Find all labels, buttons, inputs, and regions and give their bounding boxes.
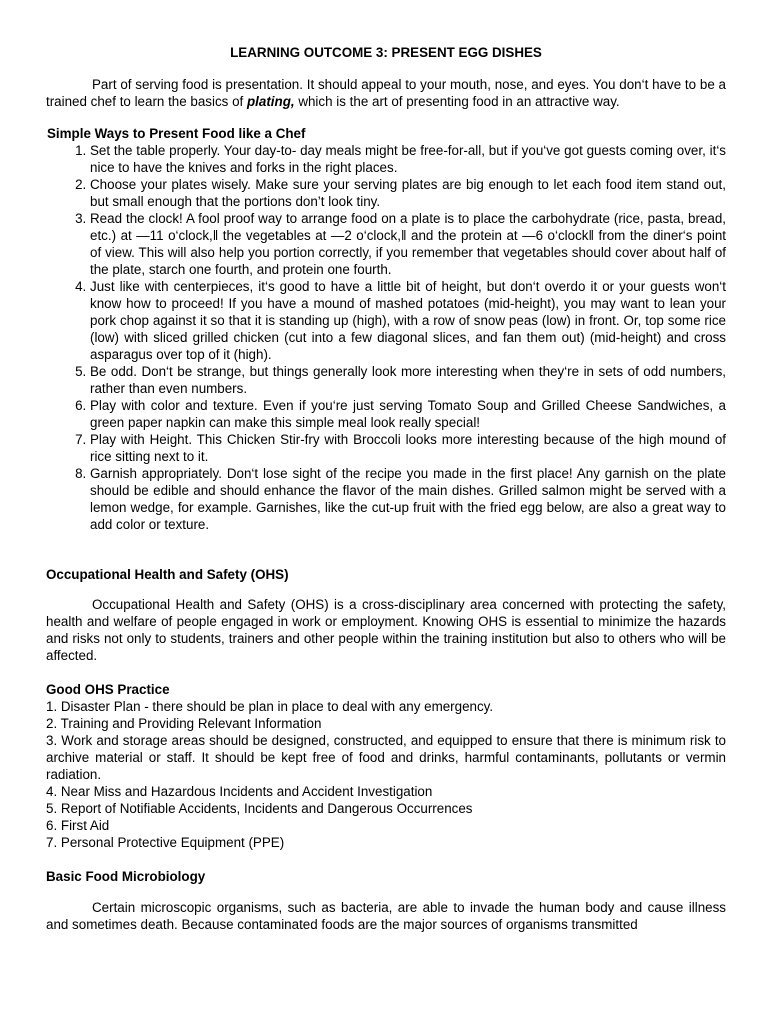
- ohs-heading: Occupational Health and Safety (OHS): [46, 567, 289, 582]
- intro-text-after: which is the art of presenting food in an attractive way.: [294, 94, 620, 109]
- ohs-paragraph: Occupational Health and Safety (OHS) is a cross-disciplinary area concerned with protecting the safety, health and welfare of people engaged in work or employment. Knowing OHS is essential to minimize the hazards and risks not only to students, trainers and other people within the training institution but also to others who will be affected.: [46, 597, 726, 663]
- list-item: 3. Work and storage areas should be designed, constructed, and equipped to ensure that there is minimum risk to archive material or staff. It should be kept free of food and drinks, harmful contaminants, pollutants or vermin radiation.: [46, 733, 726, 782]
- page-title: LEARNING OUTCOME 3: PRESENT EGG DISHES: [230, 45, 542, 60]
- list-item: 6. Play with color and texture. Even if you‘re just serving Tomato Soup and Grilled Cheese Sandwiches, a green paper napkin can make this simple meal look really special!: [90, 397, 726, 431]
- good-ohs-heading: Good OHS Practice: [46, 682, 170, 697]
- list-item: 4. Near Miss and Hazardous Incidents and Accident Investigation: [46, 784, 433, 799]
- simple-ways-heading: Simple Ways to Present Food like a Chef: [47, 126, 306, 141]
- simple-ways-list: [46, 142, 726, 533]
- list-item: 8. Garnish appropriately. Don‘t lose sight of the recipe you made in the first place! Any garnish on the plate should be edible and should enhance the flavor of the main dishes. Grilled salmon might be served with a lemon wedge, for example. Garnishes, like the cut-up fruit with the fried egg below, are also a great way to add color or texture.: [90, 465, 726, 533]
- list-item: 2. Choose your plates wisely. Make sure your serving plates are big enough to let each food item stand out, but small enough that the portions don’t look tiny.: [90, 176, 726, 210]
- intro-emphasis: plating,: [246, 94, 295, 109]
- document-page: [46, 44, 726, 933]
- list-item: 5. Report of Notifiable Accidents, Incidents and Dangerous Occurrences: [46, 801, 473, 816]
- list-item: 7. Personal Protective Equipment (PPE): [46, 835, 285, 850]
- list-item: 3. Read the clock! A fool proof way to arrange food on a plate is to place the carbohydrate (rice, pasta, bread, etc.) at ―11 o‘clock,‖ the vegetables at ―2 o‘clock,‖ and the protein at ―6 o‘clock‖ from the diner‘s point of view. This will also help you portion correctly, if you remember that vegetables should cover about half of the plate, starch one fourth, and protein one fourth.: [90, 210, 726, 278]
- intro-paragraph: [46, 76, 726, 110]
- list-item: 4. Just like with centerpieces, it‘s good to have a little bit of height, but don‘t overdo it or your guests won‘t know how to proceed! If you have a mound of mashed potatoes (mid-height), you may want to lean your pork chop against it so that it is standing up (high), with a row of snow peas (low) in front. Or, top some rice (low) with sliced grilled chicken (cut into a few diagonal slices, and fan them out) (mid-height) and cross asparagus over top of it (high).: [90, 278, 726, 363]
- list-item: 6. First Aid: [46, 818, 110, 833]
- list-item: 5. Be odd. Don‘t be strange, but things generally look more interesting when they‘re in sets of odd numbers, rather than even numbers.: [90, 363, 726, 397]
- list-item: 2. Training and Providing Relevant Information: [46, 716, 322, 731]
- good-ohs-list: [46, 698, 726, 851]
- microbiology-paragraph: Certain microscopic organisms, such as bacteria, are able to invade the human body and cause illness and sometimes death. Because contaminated foods are the major sources of organisms transmitted: [46, 900, 726, 932]
- list-item: 1. Disaster Plan - there should be plan in place to deal with any emergency.: [46, 699, 494, 714]
- list-item: 1. Set the table properly. Your day-to- day meals might be free-for-all, but if you‘ve got guests coming over, it‘s nice to have the knives and forks in the right places.: [90, 142, 726, 176]
- list-item: 7. Play with Height. This Chicken Stir-fry with Broccoli looks more interesting because of the high mound of rice sitting next to it.: [90, 431, 726, 465]
- intro-text-before: Part of serving food is presentation. It should appeal to your mouth, nose, and eyes. You don‘t have to be a trained chef to learn the basics of: [46, 77, 726, 109]
- microbiology-heading: Basic Food Microbiology: [46, 869, 206, 884]
